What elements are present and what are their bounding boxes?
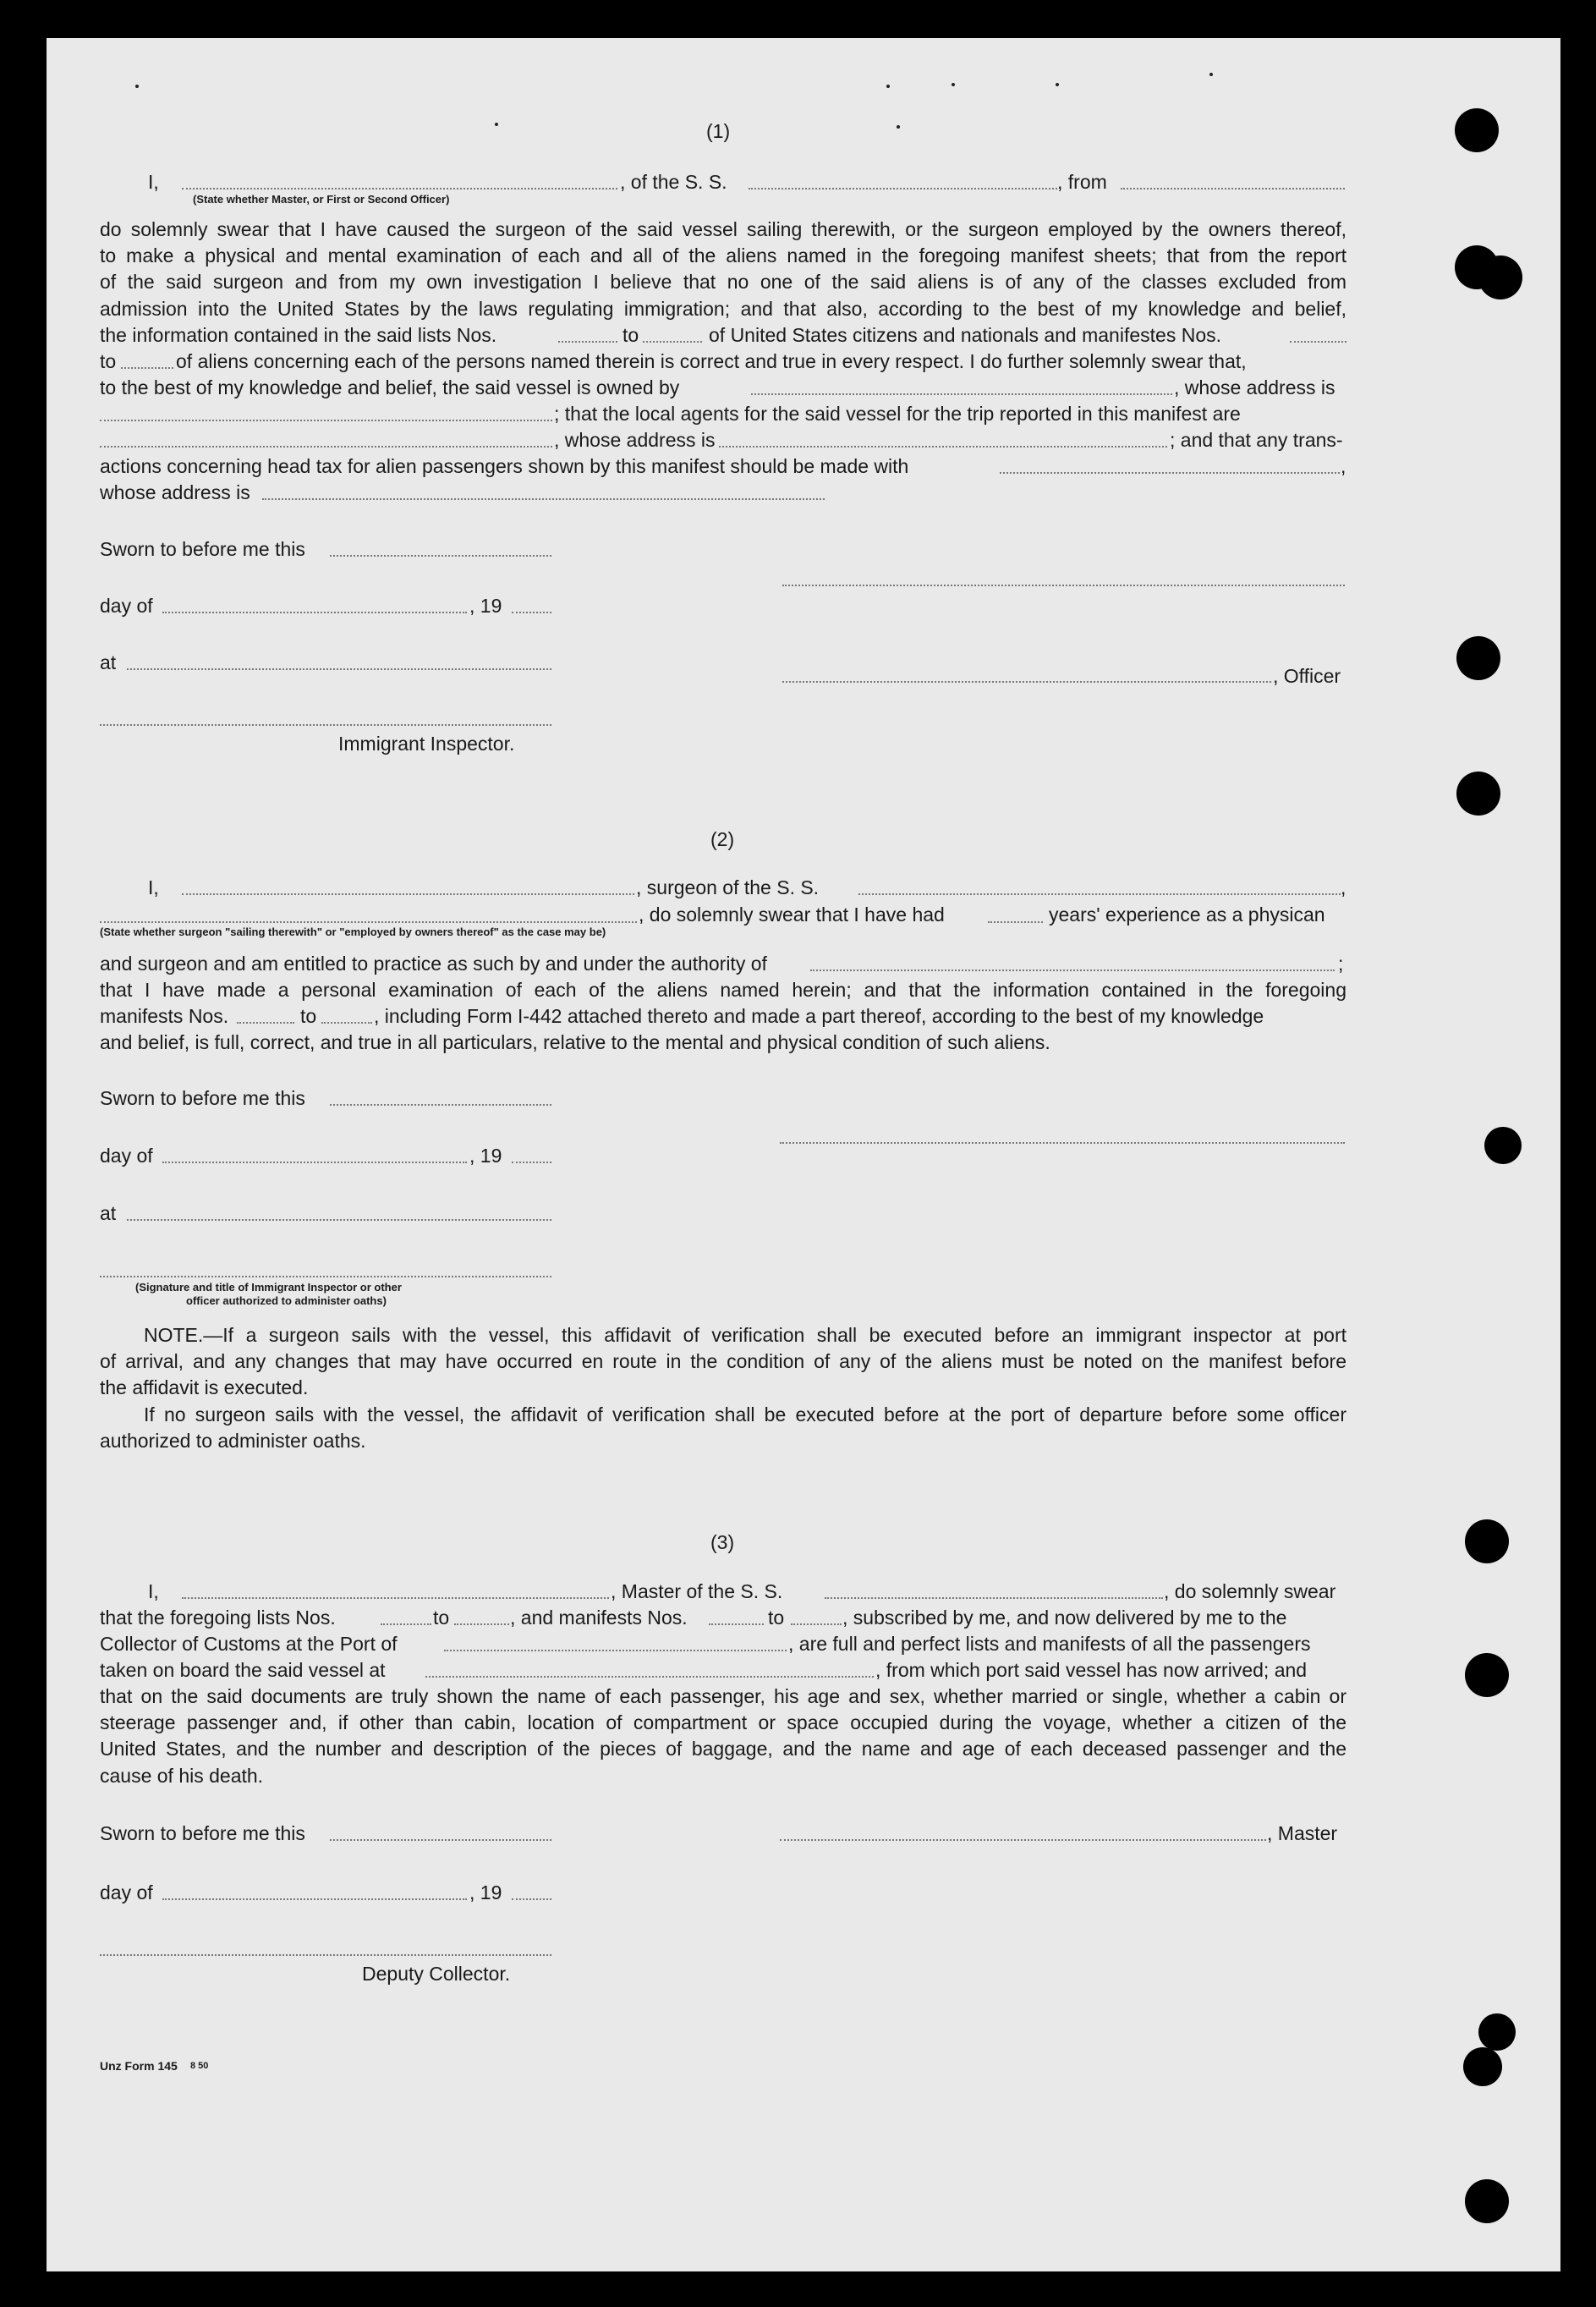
text-line: If no surgeon sails with the vessel, the affidavit of verification shall be executed before at the port of departure before some officer <box>144 1403 1346 1425</box>
manifest-no-blank[interactable] <box>321 1022 372 1024</box>
sworn-date-blank[interactable] <box>330 555 551 557</box>
l8: ; that the local agents for the said vessel for the trip reported in this manifest are <box>554 403 1241 425</box>
speck <box>495 123 498 126</box>
speck <box>897 125 900 129</box>
officer-blank[interactable] <box>782 681 1271 683</box>
deputy-label: Deputy Collector. <box>362 1963 511 1985</box>
sworn-label: Sworn to before me this <box>100 1822 305 1844</box>
text-line: of arrival, and any changes that may have occurred en route in the condition of any of the aliens must be noted on the manifest before <box>100 1350 1346 1373</box>
sworn-date-blank[interactable] <box>330 1839 551 1841</box>
master-signature-blank[interactable] <box>780 1839 1266 1841</box>
month-blank[interactable] <box>162 1898 467 1900</box>
sworn-date-blank[interactable] <box>330 1104 551 1106</box>
list-no-blank[interactable] <box>643 341 702 343</box>
manifest-no-blank[interactable] <box>121 367 173 369</box>
form-date: 8 50 <box>190 2061 209 2071</box>
l3c: , including Form I-442 attached thereto and made a part thereof, according to the best of my knowledge <box>374 1005 1264 1027</box>
day-of-label: day of <box>100 595 153 617</box>
text-line: do solemnly swear that I have caused the surgeon of the said vessel sailing therewith, or the surgeon employed by the owners thereof, <box>100 218 1346 240</box>
list-no-blank[interactable] <box>381 1623 431 1625</box>
section3-paragraph <box>100 1684 1346 1763</box>
binder-hole <box>1465 1519 1509 1563</box>
signature-blank[interactable] <box>782 585 1345 586</box>
officer-label: , Officer <box>1273 665 1341 687</box>
l5c: of United States citizens and nationals and manifestes Nos. <box>709 324 1222 346</box>
section-number: (2) <box>710 828 735 850</box>
text-line: cause of his death. <box>100 1765 264 1787</box>
text-line: admission into the United States by the laws regulating immigration; and that also, according to the best of my knowledge and belief, <box>100 297 1346 320</box>
master-of-label: , Master of the S. S. <box>611 1580 783 1602</box>
l1e: , subscribed by me, and now delivered by me to the <box>842 1607 1287 1629</box>
officer-note: (State whether Master, or First or Second Officer) <box>193 193 450 206</box>
master-label: , Master <box>1267 1822 1338 1844</box>
from-port-blank[interactable] <box>1121 188 1345 190</box>
month-blank[interactable] <box>162 1162 467 1163</box>
binder-hole <box>1478 2013 1516 2051</box>
i-label: I, <box>148 171 159 193</box>
manifest-no-blank[interactable] <box>1290 341 1346 343</box>
binder-hole <box>1465 2179 1509 2223</box>
year-blank[interactable] <box>512 612 551 613</box>
i-label: I, <box>148 1580 159 1602</box>
sworn-label: Sworn to before me this <box>100 1087 305 1109</box>
manifest-no-blank[interactable] <box>709 1623 764 1625</box>
text-line: that I have made a personal examination of each of the aliens named herein; and that the information contained in the foregoing <box>100 979 1346 1001</box>
surgeon-of-label: , surgeon of the S. S. <box>636 876 820 898</box>
l2b: , are full and perfect lists and manifests of all the passengers <box>788 1633 1311 1655</box>
semicolon: ; <box>1338 953 1344 975</box>
text-line: of the said surgeon and from my own investigation I believe that no one of the said aliens is of any of the classes excluded from <box>100 271 1346 294</box>
master-name-blank[interactable] <box>182 1597 609 1599</box>
day-of-label: day of <box>100 1145 153 1167</box>
inspector-signature-blank[interactable] <box>100 724 551 726</box>
head-tax-address-blank[interactable] <box>262 498 825 500</box>
surgeon-name-blank[interactable] <box>182 893 634 895</box>
l7a: to the best of my knowledge and belief, the said vessel is owned by <box>100 376 680 398</box>
section-number: (3) <box>710 1531 735 1553</box>
section-number: (1) <box>706 120 731 142</box>
year-label: , 19 <box>469 595 502 617</box>
year-blank[interactable] <box>512 1162 551 1163</box>
day-of-label: day of <box>100 1881 153 1903</box>
owner-blank[interactable] <box>751 393 1172 395</box>
l5b: to <box>622 324 639 346</box>
years-label: years' experience as a physican <box>1049 904 1325 926</box>
year-label: , 19 <box>469 1881 502 1903</box>
master-name-blank[interactable] <box>182 188 617 190</box>
l2a: Collector of Customs at the Port of <box>100 1633 398 1655</box>
vessel-name-blank[interactable] <box>858 893 1341 895</box>
speck <box>1056 83 1059 86</box>
comma: , <box>1341 876 1346 898</box>
inspector-signature-blank[interactable] <box>100 1276 551 1277</box>
l3b: to <box>300 1005 317 1027</box>
sworn-label: Sworn to before me this <box>100 538 305 560</box>
month-blank[interactable] <box>162 612 467 613</box>
swear-label: , do solemnly swear <box>1164 1580 1336 1602</box>
note2-paragraph <box>100 1402 1346 1428</box>
l1c: , and manifests Nos. <box>510 1607 688 1629</box>
i-label: I, <box>148 876 159 898</box>
year-label: , 19 <box>469 1145 502 1167</box>
port-blank[interactable] <box>444 1650 787 1651</box>
binder-hole <box>1463 2047 1502 2086</box>
surgeon-type-blank[interactable] <box>100 921 637 923</box>
section2-paragraph <box>100 977 1346 1003</box>
binder-hole <box>1456 772 1500 816</box>
owner-address-blank[interactable] <box>100 420 552 421</box>
surgeon-note: (State whether surgeon "sailing therewith" or "employed by owners thereof" as the case may be) <box>100 926 606 938</box>
list-no-blank[interactable] <box>454 1623 509 1625</box>
place-blank[interactable] <box>127 668 551 670</box>
text-line: the affidavit is executed. <box>100 1376 309 1398</box>
swear-label: , do solemnly swear that I have had <box>639 904 945 926</box>
binder-hole <box>1478 255 1522 299</box>
text-line: NOTE.—If a surgeon sails with the vessel, this affidavit of verification shall be executed before an immigrant inspector at port <box>144 1324 1346 1346</box>
manifest-no-blank[interactable] <box>791 1623 842 1625</box>
speck <box>135 85 139 88</box>
sig-note: officer authorized to administer oaths) <box>186 1294 387 1307</box>
binder-hole <box>1465 1653 1509 1697</box>
binder-hole <box>1456 636 1500 680</box>
year-blank[interactable] <box>512 1898 551 1900</box>
speck <box>886 85 890 88</box>
at-label: at <box>100 651 117 673</box>
collector-signature-blank[interactable] <box>100 1954 551 1956</box>
signature-blank[interactable] <box>780 1142 1345 1144</box>
speck <box>1209 73 1213 76</box>
binder-hole <box>1455 108 1499 152</box>
l1b: to <box>433 1607 450 1629</box>
l7b: , whose address is <box>1174 376 1335 398</box>
years-blank[interactable] <box>988 921 1043 923</box>
agents-address-blank[interactable] <box>719 446 1167 448</box>
vessel-name-blank[interactable] <box>825 1597 1163 1599</box>
place-blank[interactable] <box>127 1219 551 1221</box>
l3a: taken on board the said vessel at <box>100 1659 386 1681</box>
text-line: steerage passenger and, if other than cabin, location of compartment or space occupied during the voyage, whether a citizen of the <box>100 1711 1346 1734</box>
at-label: at <box>100 1202 117 1224</box>
binder-hole <box>1484 1127 1522 1164</box>
inspector-label: Immigrant Inspector. <box>338 733 515 755</box>
list-no-blank[interactable] <box>558 341 617 343</box>
l10: actions concerning head tax for alien passengers shown by this manifest should be made with <box>100 455 909 477</box>
embark-port-blank[interactable] <box>425 1676 874 1678</box>
l9b: ; and that any trans- <box>1170 429 1343 451</box>
head-tax-blank[interactable] <box>1000 472 1340 474</box>
section1-paragraph <box>100 217 1346 322</box>
l11: whose address is <box>100 481 250 503</box>
text-line: United States, and the number and description of the pieces of baggage, and the name and age of each deceased passenger and the <box>100 1738 1346 1760</box>
text-line: authorized to administer oaths. <box>100 1430 366 1452</box>
l1: and surgeon and am entitled to practice as such by and under the authority of <box>100 953 767 975</box>
l9a: , whose address is <box>554 429 716 451</box>
speck <box>952 83 955 86</box>
form-id: Unz Form 145 <box>100 2059 178 2073</box>
sig-note: (Signature and title of Immigrant Inspector or other <box>135 1281 402 1294</box>
manifest-no-blank[interactable] <box>237 1022 294 1024</box>
of-ss-label: , of the S. S. <box>620 171 727 193</box>
l6a: to <box>100 350 117 372</box>
comma: , <box>1341 455 1346 477</box>
text-line: that on the said documents are truly shown the name of each passenger, his age and sex, whether married or single, whether a cabin or <box>100 1685 1346 1707</box>
authority-blank[interactable] <box>810 969 1335 971</box>
l3a: manifests Nos. <box>100 1005 229 1027</box>
l6b: of aliens concerning each of the persons named therein is correct and true in every respect. I do further solemnly swear that, <box>176 350 1247 372</box>
l1a: that the foregoing lists Nos. <box>100 1607 336 1629</box>
note-paragraph <box>100 1322 1346 1375</box>
l4: and belief, is full, correct, and true in all particulars, relative to the mental and physical condition of such aliens. <box>100 1031 1050 1053</box>
l3b: , from which port said vessel has now arrived; and <box>875 1659 1308 1681</box>
l5a: the information contained in the said lists Nos. <box>100 324 497 346</box>
vessel-name-blank[interactable] <box>749 188 1057 190</box>
from-label: , from <box>1057 171 1107 193</box>
text-line: to make a physical and mental examination of each and all of the aliens named in the foregoing manifest sheets; that from the report <box>100 244 1346 267</box>
l1d: to <box>768 1607 785 1629</box>
agents-blank[interactable] <box>100 446 552 448</box>
